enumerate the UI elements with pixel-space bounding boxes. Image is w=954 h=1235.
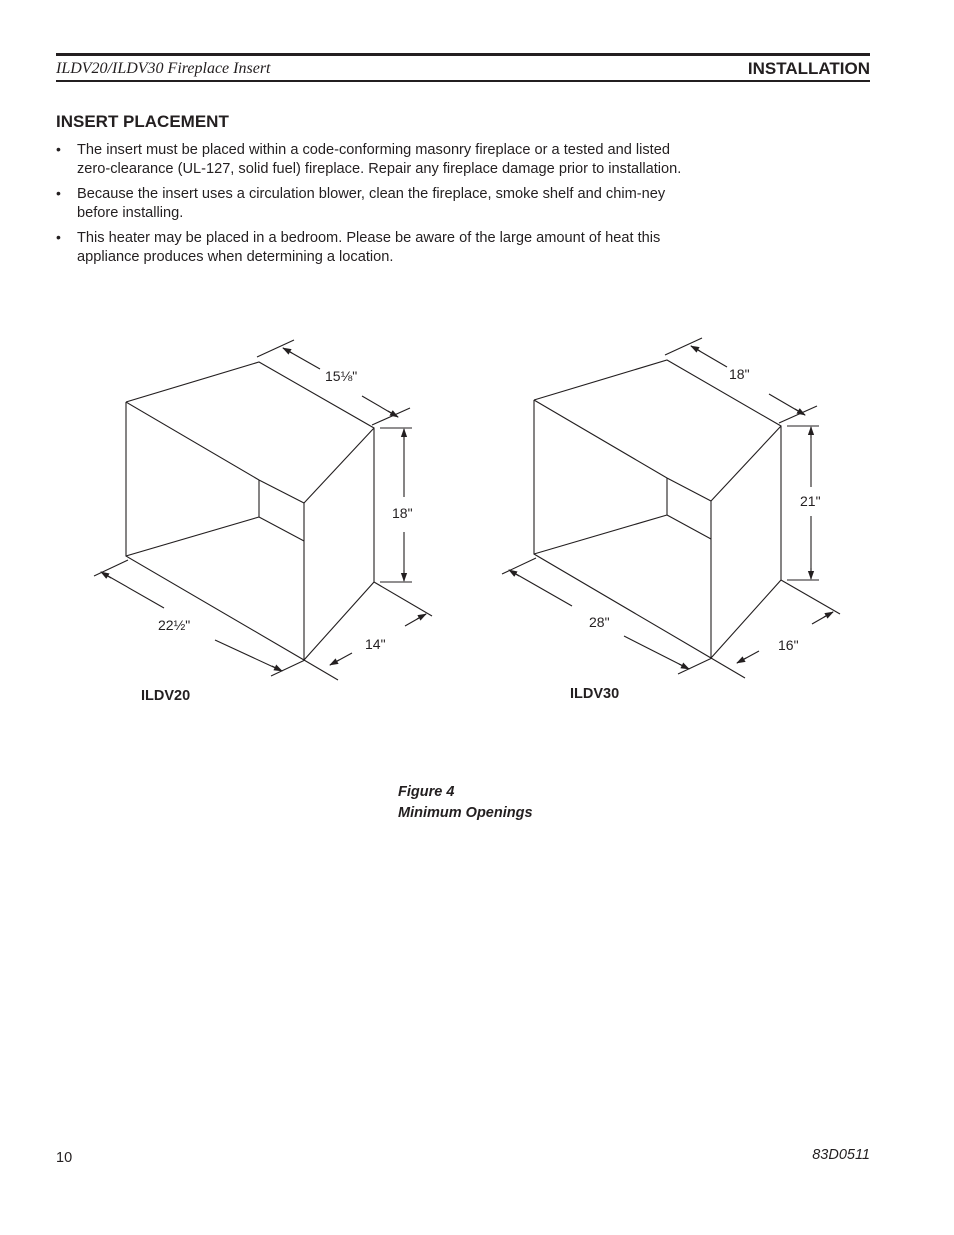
bullet-marker: • xyxy=(56,185,61,202)
ildv30-arrowheads xyxy=(509,346,833,669)
ildv20-dimension-lines xyxy=(94,340,432,680)
bullet-text: Because the insert uses a circulation blower, clean the fireplace, smoke shelf and chim-ney before installing. xyxy=(77,186,666,221)
ildv20-opening-drawing xyxy=(94,340,432,704)
page-number: 10 xyxy=(56,1150,73,1166)
figure-caption xyxy=(398,782,533,824)
ildv30-box-outline xyxy=(534,360,781,658)
ildv20-height-label: 18" xyxy=(392,505,413,521)
ildv20-arrowheads xyxy=(101,348,426,671)
ildv30-opening-drawing xyxy=(502,338,840,702)
ildv20-width-label: 22½" xyxy=(158,617,191,633)
ildv30-depth-bottom-label: 16" xyxy=(778,637,799,653)
ildv20-depth-bottom-label: 14" xyxy=(365,636,386,652)
document-title: ILDV20/ILDV30 Fireplace Insert xyxy=(56,60,271,77)
ildv20-model-label: ILDV20 xyxy=(141,688,191,704)
bullet-marker: • xyxy=(56,229,61,246)
ildv20-box-outline xyxy=(126,362,374,660)
ildv30-dimension-lines xyxy=(502,338,840,678)
section-label: INSTALLATION xyxy=(747,59,870,78)
bullet-text: The insert must be placed within a code-conforming masonry fireplace or a tested and listed zero-clearance (UL-127, solid fuel) fireplace. Repair any fireplace damage prior to installation. xyxy=(77,142,682,177)
bullet-marker: • xyxy=(56,141,61,157)
ildv30-height-label: 21" xyxy=(800,493,821,509)
document-code: 83D0511 xyxy=(812,1147,870,1163)
section-heading: INSERT PLACEMENT xyxy=(56,112,229,131)
bullet-text: This heater may be placed in a bedroom. Please be aware of the large amount of heat this appliance produces when determining a location. xyxy=(77,230,661,265)
ildv30-model-label: ILDV30 xyxy=(570,686,620,702)
figure-number: Figure 4 xyxy=(398,784,455,800)
ildv30-width-label: 28" xyxy=(589,614,610,630)
ildv20-depth-top-label: 15⅛" xyxy=(325,368,358,384)
figure-title: Minimum Openings xyxy=(398,805,533,821)
ildv30-depth-top-label: 18" xyxy=(729,366,750,382)
